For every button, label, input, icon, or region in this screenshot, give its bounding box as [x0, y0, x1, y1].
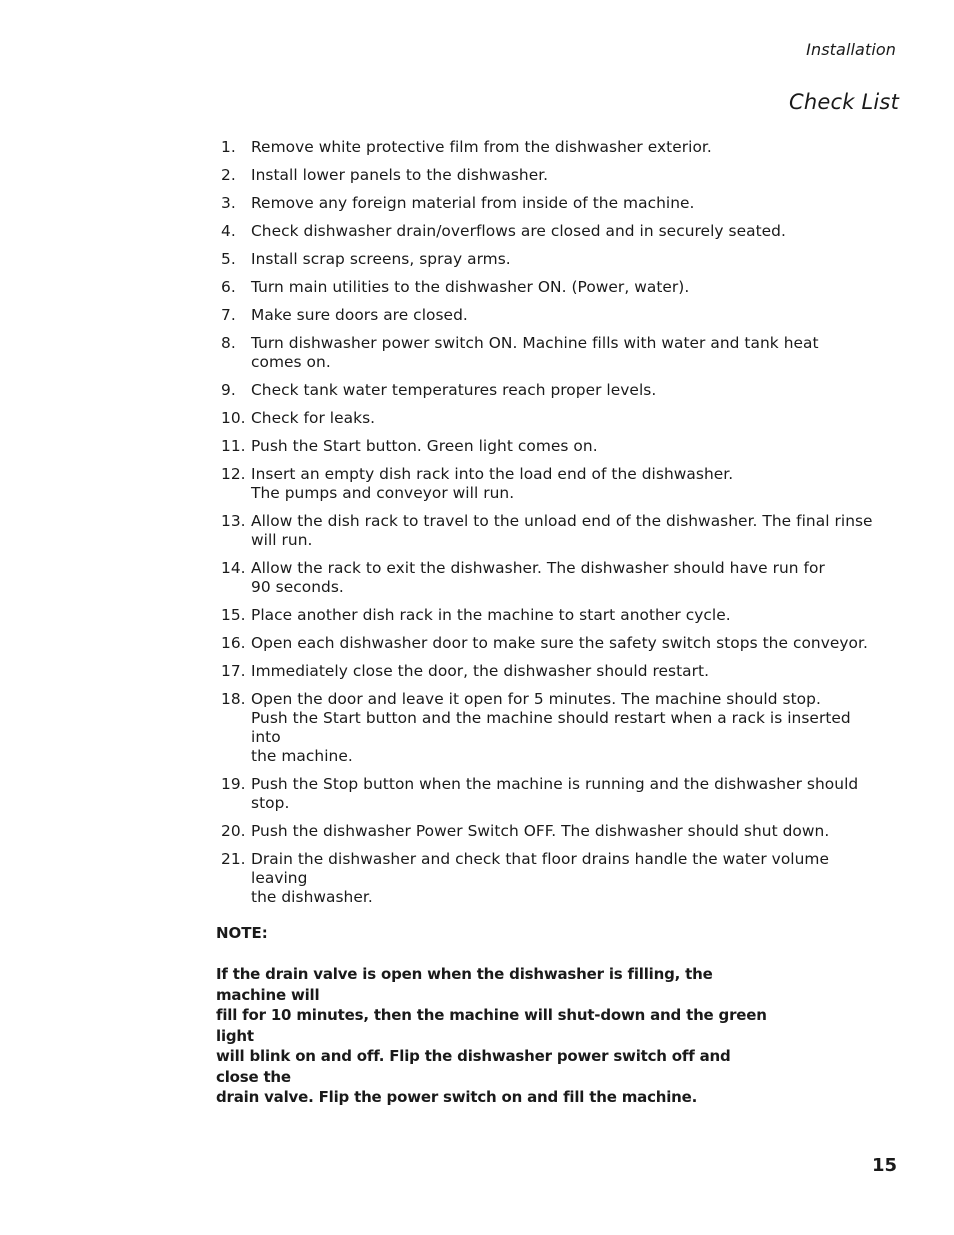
item-number: 7.: [221, 306, 236, 324]
item-text: Drain the dishwasher and check that floor drains handle the water volume leaving the dishwasher.: [251, 850, 829, 906]
checklist-item: [221, 437, 881, 456]
checklist-item: [221, 465, 881, 503]
checklist-item: [221, 250, 881, 269]
item-number: 12.: [221, 465, 246, 483]
checklist-item: [221, 381, 881, 400]
checklist-item: [221, 166, 881, 185]
item-text: Check dishwasher drain/overflows are closed and in securely seated.: [251, 222, 786, 240]
checklist-item: [221, 690, 881, 766]
item-text: Allow the dish rack to travel to the unload end of the dishwasher. The final rinse will run.: [251, 512, 873, 549]
checklist-item: [221, 512, 881, 550]
item-number: 20.: [221, 822, 246, 840]
item-number: 10.: [221, 409, 246, 427]
item-number: 13.: [221, 512, 246, 530]
item-number: 3.: [221, 194, 236, 212]
page-number: 15: [871, 1155, 897, 1176]
checklist-item: [221, 222, 881, 241]
checklist-item: [221, 306, 881, 325]
item-number: 2.: [221, 166, 236, 184]
item-text: Open each dishwasher door to make sure the safety switch stops the conveyor.: [251, 634, 868, 652]
checklist-item: [221, 334, 881, 372]
checklist-item: [221, 278, 881, 297]
item-number: 21.: [221, 850, 246, 868]
item-number: 19.: [221, 775, 246, 793]
item-text: Push the Stop button when the machine is running and the dishwasher should stop.: [251, 775, 859, 812]
checklist-item: [221, 822, 881, 841]
item-number: 8.: [221, 334, 236, 352]
item-number: 16.: [221, 634, 246, 652]
check-list: [221, 138, 881, 916]
checklist-item: [221, 634, 881, 653]
item-text: Check for leaks.: [251, 409, 376, 427]
checklist-item: [221, 606, 881, 625]
checklist-item: [221, 194, 881, 213]
section-header: Installation: [806, 40, 896, 59]
item-number: 5.: [221, 250, 236, 268]
item-number: 15.: [221, 606, 246, 624]
item-text: Push the Start button. Green light comes on.: [251, 437, 598, 455]
item-number: 1.: [221, 138, 236, 156]
note-heading: NOTE:: [216, 924, 268, 942]
item-text: Check tank water temperatures reach proper levels.: [251, 381, 657, 399]
item-number: 17.: [221, 662, 246, 680]
item-text: Insert an empty dish rack into the load end of the dishwasher. The pumps and conveyor will run.: [251, 465, 734, 502]
checklist-item: [221, 138, 881, 157]
page-title: Check List: [789, 90, 899, 114]
item-text: Turn dishwasher power switch ON. Machine fills with water and tank heat comes on.: [251, 334, 819, 371]
note-body: If the drain valve is open when the dishwasher is filling, the machine will fill for 10 minutes, then the machine will shut-down and the green light will blink on and off. Flip the dishwasher power switch off and close the drain valve. Flip the power switch on and fill the machine.: [216, 965, 767, 1106]
item-text: Install lower panels to the dishwasher.: [251, 166, 549, 184]
checklist-item: [221, 775, 881, 813]
item-number: 18.: [221, 690, 246, 708]
checklist-item: [221, 850, 881, 907]
item-text: Turn main utilities to the dishwasher ON. (Power, water).: [251, 278, 690, 296]
checklist-item: [221, 559, 881, 597]
item-text: Remove white protective film from the dishwasher exterior.: [251, 138, 712, 156]
item-number: 9.: [221, 381, 236, 399]
item-text: Place another dish rack in the machine to start another cycle.: [251, 606, 731, 624]
checklist-item: [221, 662, 881, 681]
item-number: 6.: [221, 278, 236, 296]
item-text: Immediately close the door, the dishwasher should restart.: [251, 662, 710, 680]
item-text: Remove any foreign material from inside of the machine.: [251, 194, 695, 212]
item-number: 14.: [221, 559, 246, 577]
item-text: Install scrap screens, spray arms.: [251, 250, 511, 268]
item-text: Push the dishwasher Power Switch OFF. The dishwasher should shut down.: [251, 822, 830, 840]
item-number: 4.: [221, 222, 236, 240]
item-text: Open the door and leave it open for 5 minutes. The machine should stop. Push the Start button and the machine should restart when a rack is inserted into the machine.: [251, 690, 851, 765]
item-number: 11.: [221, 437, 246, 455]
item-text: Make sure doors are closed.: [251, 306, 468, 324]
checklist-item: [221, 409, 881, 428]
item-text: Allow the rack to exit the dishwasher. The dishwasher should have run for 90 seconds.: [251, 559, 825, 596]
